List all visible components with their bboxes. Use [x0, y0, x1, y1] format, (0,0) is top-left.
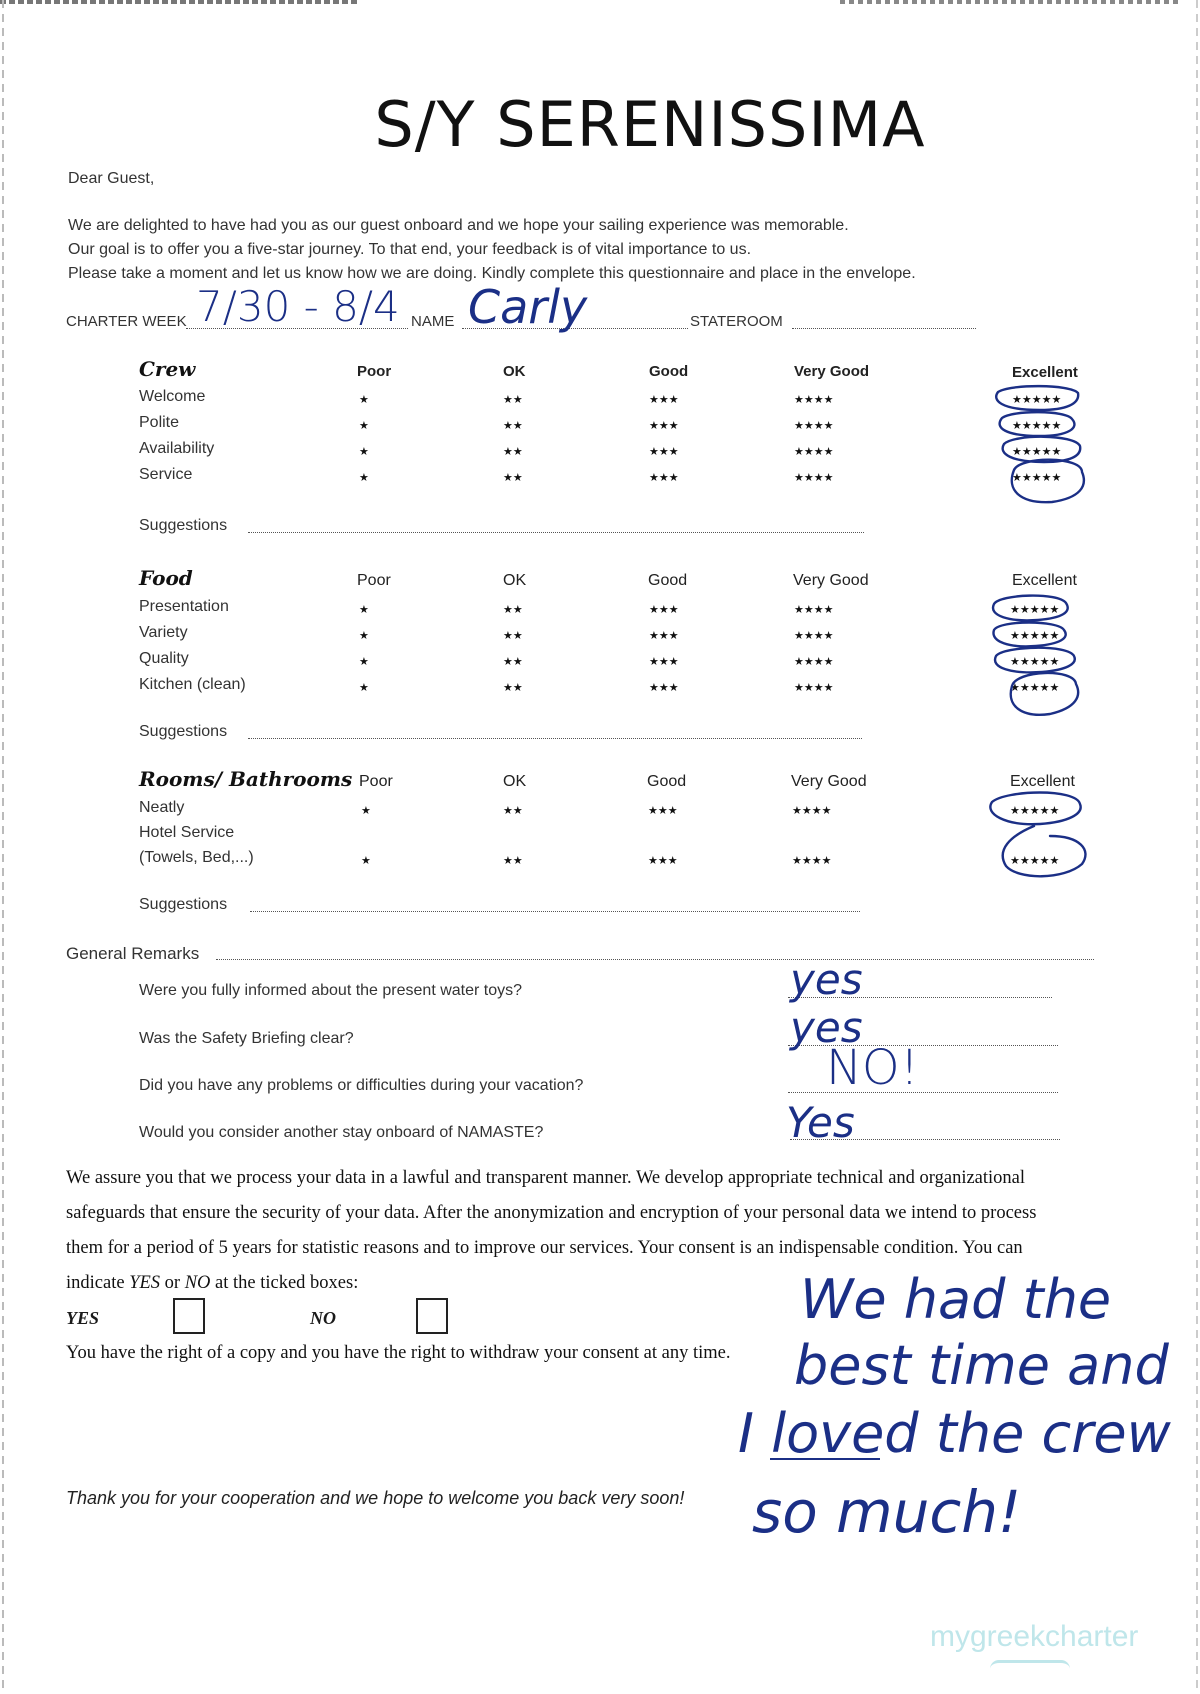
star-rating[interactable]: ★★★★	[792, 805, 832, 817]
yes-checkbox[interactable]	[173, 1298, 205, 1334]
rooms-col-very-good: Very Good	[791, 773, 867, 790]
star-rating[interactable]: ★★★	[649, 472, 679, 484]
star-rating[interactable]: ★★★	[649, 630, 679, 642]
charter-week-value[interactable]: 7/30 - 8/4	[196, 282, 400, 331]
answer-4[interactable]: Yes	[786, 1098, 855, 1147]
crew-item-availability: Availability	[139, 440, 215, 457]
star-rating[interactable]: ★★★	[648, 855, 678, 867]
food-suggestions-label: Suggestions	[139, 723, 228, 740]
crew-col-good: Good	[649, 363, 689, 380]
legal-line-4	[66, 1273, 358, 1294]
star-rating[interactable]: ★★	[503, 394, 523, 406]
star-rating[interactable]: ★	[359, 446, 369, 458]
legal-line-4-c: at the ticked boxes:	[210, 1273, 359, 1293]
rooms-col-poor: Poor	[359, 773, 393, 790]
crew-col-excellent: Excellent	[1012, 364, 1078, 381]
star-rating[interactable]: ★	[361, 855, 371, 867]
legal-line-4-a: indicate	[66, 1273, 130, 1293]
question-3: Did you have any problems or difficulties during your vacation?	[139, 1077, 584, 1094]
star-rating[interactable]: ★★★	[649, 446, 679, 458]
star-rating[interactable]: ★★★	[649, 420, 679, 432]
circle-mark	[993, 596, 1068, 621]
star-rating[interactable]: ★	[359, 394, 369, 406]
star-rating[interactable]: ★★	[503, 472, 523, 484]
handwritten-note-line-2: best time and	[794, 1334, 1169, 1397]
intro-line-1: We are delighted to have had you as our guest onboard and we hope your sailing experience was memorable.	[68, 217, 849, 234]
food-col-good: Good	[648, 572, 688, 589]
crew-item-welcome: Welcome	[139, 388, 206, 405]
circle-mark	[1011, 673, 1078, 715]
star-rating[interactable]: ★★★★	[794, 472, 834, 484]
question-1: Were you fully informed about the present water toys?	[139, 982, 523, 999]
intro-line-3: Please take a moment and let us know how we are doing. Kindly complete this questionnaire and place in the envelope.	[68, 265, 916, 282]
circle-mark	[995, 648, 1075, 673]
circle-mark	[1000, 412, 1075, 436]
star-rating[interactable]: ★	[359, 630, 369, 642]
star-rating-selected[interactable]: ★★★★★	[1010, 630, 1060, 642]
star-rating-selected[interactable]: ★★★★★	[1012, 472, 1062, 484]
circle-mark	[993, 623, 1065, 647]
star-rating[interactable]: ★★★★	[794, 656, 834, 668]
handwritten-note-line-4: so much!	[752, 1478, 1022, 1546]
star-rating-selected[interactable]: ★★★★★	[1010, 656, 1060, 668]
general-remarks-line[interactable]	[216, 959, 1094, 960]
star-rating[interactable]: ★★★★	[794, 630, 834, 642]
star-rating[interactable]: ★★★★	[794, 446, 834, 458]
star-rating-selected[interactable]: ★★★★★	[1010, 682, 1060, 694]
rooms-item-hotel-service: Hotel Service	[139, 824, 235, 841]
rooms-col-good: Good	[647, 773, 687, 790]
legal-line-4-no: NO	[184, 1273, 211, 1293]
handwritten-note-line-3: I loved the crew	[738, 1402, 1171, 1465]
rooms-section-title: Rooms/ Bathrooms	[139, 767, 353, 791]
note-underline	[770, 1458, 880, 1460]
thanks-text: Thank you for your cooperation and we hope to welcome you back very soon!	[66, 1488, 685, 1508]
star-rating[interactable]: ★★	[503, 805, 523, 817]
star-rating-selected[interactable]: ★★★★★	[1012, 420, 1062, 432]
no-checkbox[interactable]	[416, 1298, 448, 1334]
crew-item-polite: Polite	[139, 414, 180, 431]
circle-mark	[1003, 437, 1081, 462]
question-2: Was the Safety Briefing clear?	[139, 1030, 354, 1047]
question-4: Would you consider another stay onboard of NAMASTE?	[139, 1124, 544, 1141]
star-rating[interactable]: ★★	[503, 420, 523, 432]
food-item-variety: Variety	[139, 624, 188, 641]
circle-mark	[1012, 460, 1084, 502]
rooms-col-ok: OK	[503, 773, 527, 790]
star-rating[interactable]: ★★★	[648, 805, 678, 817]
star-rating[interactable]: ★★	[503, 446, 523, 458]
legal-line-2: safeguards that ensure the security of your data. After the anonymization and encryption of your personal data we intend to process	[66, 1203, 1037, 1223]
stateroom-label: STATEROOM	[690, 313, 783, 330]
name-value[interactable]: Carly	[468, 280, 588, 334]
name-label: NAME	[411, 313, 455, 330]
star-rating[interactable]: ★★★	[649, 604, 679, 616]
star-rating[interactable]: ★★★★	[794, 604, 834, 616]
food-col-very-good: Very Good	[793, 572, 869, 589]
star-rating[interactable]: ★★★★	[794, 394, 834, 406]
yes-label: YES	[66, 1308, 100, 1328]
star-rating[interactable]: ★★★	[649, 682, 679, 694]
star-rating-selected[interactable]: ★★★★★	[1010, 805, 1060, 817]
watermark-logo: mygreekcharter	[930, 1620, 1139, 1653]
answer-2[interactable]: yes	[790, 1003, 863, 1052]
circle-mark	[1003, 826, 1086, 876]
rooms-item-towels-bed: (Towels, Bed,...)	[139, 849, 254, 866]
crew-col-very-good: Very Good	[794, 363, 870, 380]
star-rating[interactable]: ★★	[503, 604, 523, 616]
food-col-ok: OK	[503, 572, 527, 589]
crew-col-ok: OK	[503, 363, 526, 380]
answer-3[interactable]: NO!	[826, 1040, 919, 1096]
charter-week-label: CHARTER WEEK	[66, 313, 187, 330]
crew-col-poor: Poor	[357, 363, 392, 380]
food-col-poor: Poor	[357, 572, 391, 589]
food-section-title: Food	[139, 566, 193, 590]
crew-item-service: Service	[139, 466, 193, 483]
rooms-col-excellent: Excellent	[1010, 773, 1075, 790]
star-rating-selected[interactable]: ★★★★★	[1012, 446, 1062, 458]
star-rating-selected[interactable]: ★★★★★	[1012, 394, 1062, 406]
star-rating[interactable]: ★★★★	[794, 682, 834, 694]
rooms-item-neatly: Neatly	[139, 799, 185, 816]
food-item-kitchen: Kitchen (clean)	[139, 676, 246, 693]
star-rating-selected[interactable]: ★★★★★	[1010, 855, 1060, 867]
intro-line-2: Our goal is to offer you a five-star journey. To that end, your feedback is of vital importance to us.	[68, 241, 752, 258]
star-rating-selected[interactable]: ★★★★★	[1010, 604, 1060, 616]
star-rating[interactable]: ★	[359, 656, 369, 668]
general-remarks-label: General Remarks	[66, 944, 200, 963]
answer-1[interactable]: yes	[790, 955, 863, 1004]
page-title: S/Y SERENISSIMA	[374, 88, 926, 161]
rooms-suggestions-label: Suggestions	[139, 896, 228, 913]
legal-line-1: We assure you that we process your data in a lawful and transparent manner. We develop appropriate technical and organizational	[66, 1168, 1026, 1188]
legal-line-4-b: or	[160, 1273, 185, 1293]
star-rating[interactable]: ★★★	[649, 656, 679, 668]
food-col-excellent: Excellent	[1012, 572, 1077, 589]
star-rating[interactable]: ★★	[503, 682, 523, 694]
star-rating[interactable]: ★★★	[649, 394, 679, 406]
food-item-quality: Quality	[139, 650, 189, 667]
star-rating[interactable]: ★	[359, 420, 369, 432]
watermark-wave	[990, 1660, 1070, 1669]
star-rating[interactable]: ★★	[503, 630, 523, 642]
greeting: Dear Guest,	[68, 170, 155, 187]
star-rating[interactable]: ★	[359, 604, 369, 616]
star-rating[interactable]: ★★★★	[794, 420, 834, 432]
star-rating[interactable]: ★★	[503, 855, 523, 867]
food-item-presentation: Presentation	[139, 598, 229, 615]
handwritten-note-line-1: We had the	[800, 1268, 1112, 1331]
star-rating[interactable]: ★	[361, 805, 371, 817]
star-rating[interactable]: ★★★★	[792, 855, 832, 867]
no-label: NO	[310, 1308, 336, 1328]
crew-suggestions-label: Suggestions	[139, 517, 228, 534]
circle-mark	[990, 793, 1080, 825]
star-rating[interactable]: ★	[359, 472, 369, 484]
legal-line-4-yes: YES	[129, 1273, 161, 1293]
legal-line-3: them for a period of 5 years for statistic reasons and to improve our services. Your consent is an indispensable condition. You can	[66, 1238, 1023, 1258]
circle-mark	[996, 386, 1078, 410]
crew-section-title: Crew	[139, 357, 196, 381]
star-rating[interactable]: ★★	[503, 656, 523, 668]
star-rating[interactable]: ★	[359, 682, 369, 694]
rights-text: You have the right of a copy and you have the right to withdraw your consent at any time.	[66, 1343, 731, 1363]
